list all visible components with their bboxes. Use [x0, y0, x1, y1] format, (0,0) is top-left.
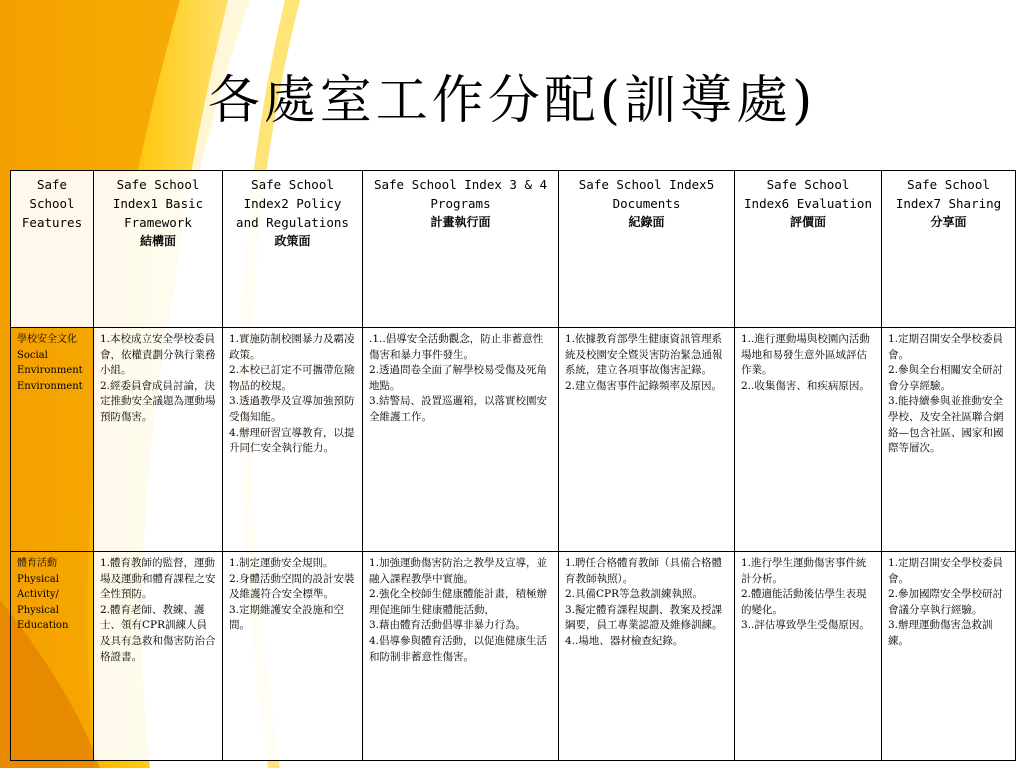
- header-index3-4: Safe School Index 3 & 4 Programs 計畫執行面: [363, 171, 559, 328]
- header-features: Safe School Features: [11, 171, 94, 328]
- table-row-physical-activity: [11, 552, 1016, 761]
- header-index5: Safe School Index5 Documents 紀錄面: [559, 171, 735, 328]
- slide-title: 各處室工作分配(訓導處): [207, 71, 817, 131]
- table-cell: .1..倡導安全活動觀念，防止非蓄意性傷害和暴力事件發生。 2.透過問卷全面了解學校易受傷及死角地點。 3.結警局、設置巡邏箱，以落實校園安全維護工作。: [363, 328, 559, 552]
- header-index1: Safe School Index1 Basic Framework 結構面: [94, 171, 223, 328]
- safety-work-table: [10, 170, 1016, 761]
- table-cell: 1.制定運動安全規則。 2.身體活動空間的設計安裝及維護符合安全標準。 3.定期維護安全設施和空間。: [223, 552, 363, 761]
- table-row-school-safety-culture: [11, 328, 1016, 552]
- header-index2: Safe School Index2 Policy and Regulations 政策面: [223, 171, 363, 328]
- row-feature-label: 體育活動 Physical Activity/ Physical Education: [11, 552, 94, 761]
- table-cell: 1.體育教師的監督，運動場及運動和體育課程之安全性預防。 2.體育老師、教練、護士、領有CPR訓練人員及具有急救和傷害防治合格證書。: [94, 552, 223, 761]
- table-cell: 1.進行學生運動傷害事件統計分析。 2.體適能活動後估學生表現的變化。 3..評估導致學生受傷原因。: [735, 552, 882, 761]
- header-index6: Safe School Index6 Evaluation 評價面: [735, 171, 882, 328]
- table-cell: 1.依據教育部學生健康資訊管理系統及校園安全暨災害防治緊急通報系統，建立各項事故傷害記錄。 2.建立傷害事件記錄頻率及原因。: [559, 328, 735, 552]
- header-index7: Safe School Index7 Sharing 分享面: [882, 171, 1016, 328]
- table-cell: 1.實施防制校園暴力及霸凌政策。 2.本校已訂定不可攜帶危險物品的校規。 3.透過教學及宣導加強預防受傷知能。 4.辦理研習宣導教育，以提升同仁安全執行能力。: [223, 328, 363, 552]
- header-row: [11, 171, 1016, 328]
- table-cell: 1.本校成立安全學校委員會，依權責劃分執行業務小組。 2.經委員會成員討論，決定推動安全議題為運動場預防傷害。: [94, 328, 223, 552]
- table-cell: 1.定期召開安全學校委員會。 2.參加國際安全學校研討會議分享執行經驗。 3.辦理運動傷害急救訓練。: [882, 552, 1016, 761]
- row-feature-label: 學校安全文化 Social Environment Environment: [11, 328, 94, 552]
- table-cell: 1.加強運動傷害防治之教學及宣導，並融入課程教學中實施。 2.強化全校師生健康體能計畫，積極辦理促進師生健康體能活動， 3.藉由體育活動倡導非暴力行為。 4.倡導參與體育活動，以促進健康生活和防制非蓄意性傷害。: [363, 552, 559, 761]
- table-cell: 1..進行運動場與校園內活動場地和易發生意外區域評估作業。 2..收集傷害、和疾病原因。: [735, 328, 882, 552]
- table-cell: 1.聘任合格體育教師（具備合格體育教師執照）。 2.具備CPR等急救訓練執照。 3.擬定體育課程規劃、教案及授課綱要，員工專業認證及維修訓練。 4..場地、器材檢查紀錄。: [559, 552, 735, 761]
- table-cell: 1.定期召開安全學校委員會。 2.參與全台相關安全研討會分享經驗。 3.能持續參與並推動安全學校、及安全社區聯合網絡—包含社區、國家和國際等層次。: [882, 328, 1016, 552]
